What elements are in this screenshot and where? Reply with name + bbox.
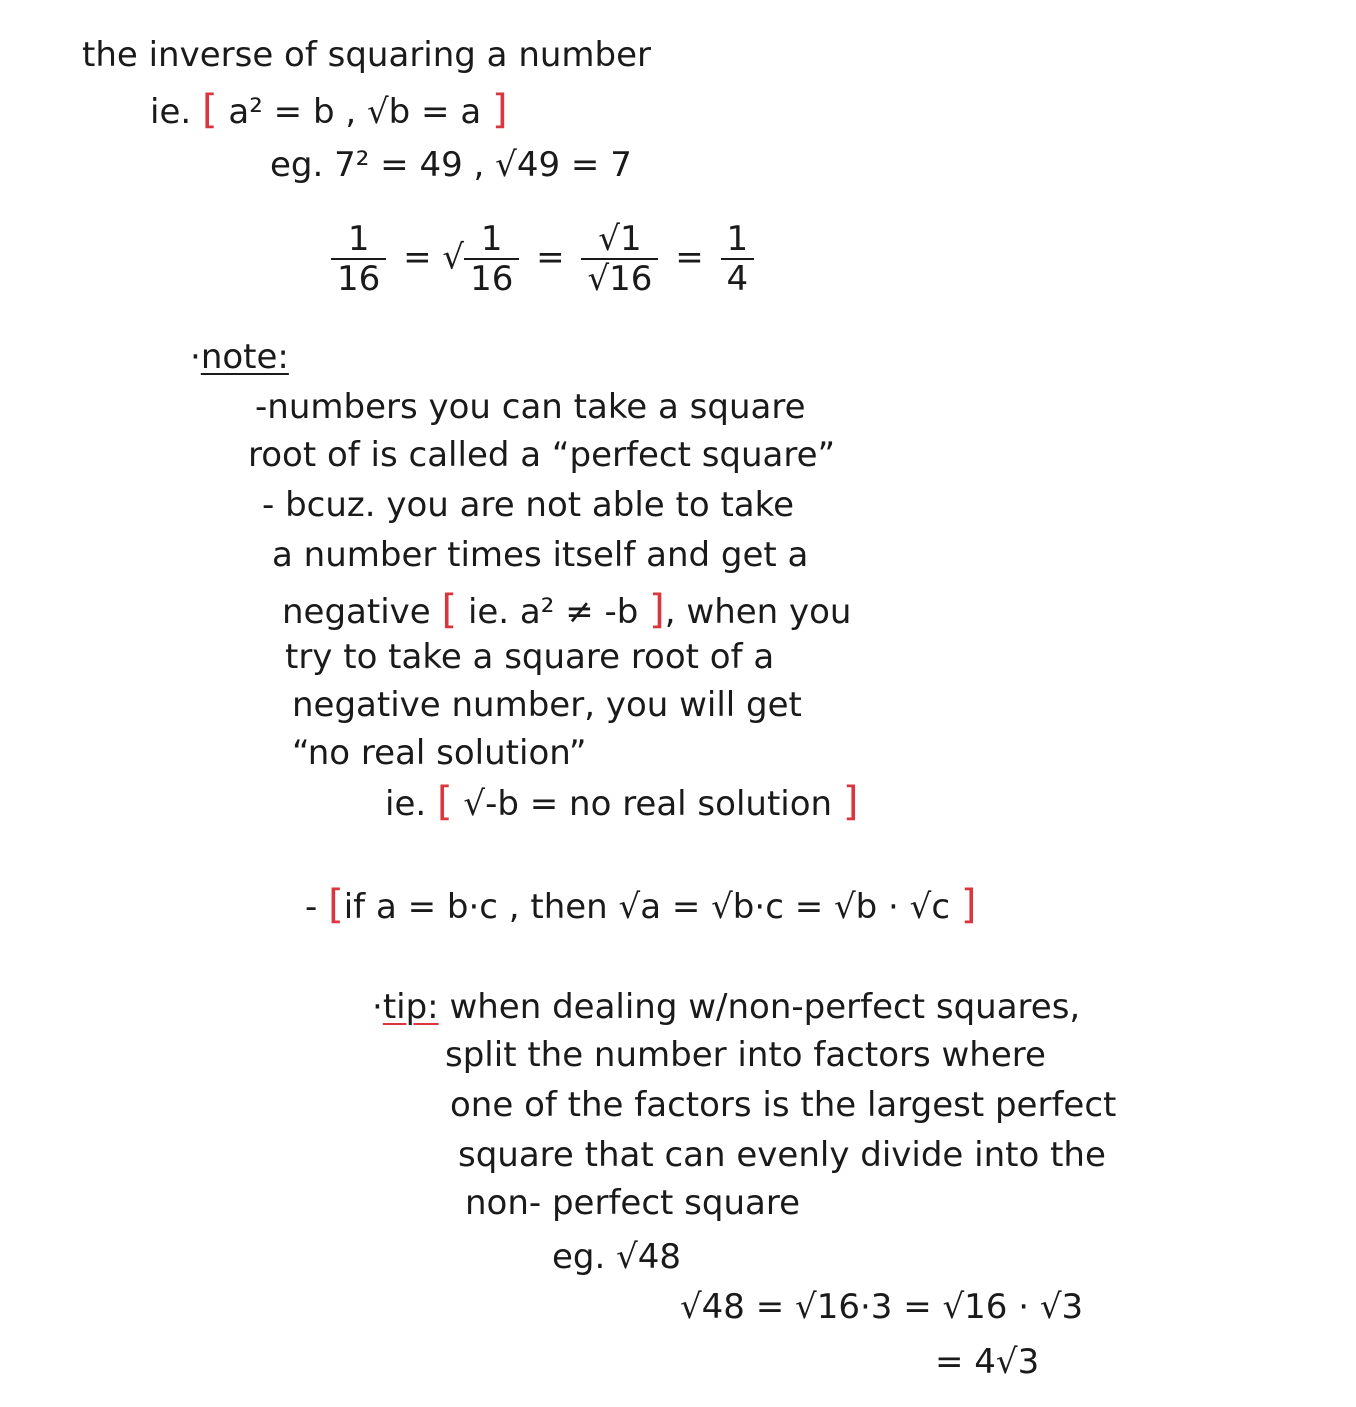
fraction-4-numerator: 1 [721, 222, 755, 260]
note-line-4: a number times itself and get a [272, 535, 809, 575]
equals-sign: = [536, 237, 565, 278]
left-bracket: [ [201, 87, 218, 133]
fraction-3-denominator: √16 [587, 259, 653, 299]
no-real-solution-text: = no real solution [529, 784, 833, 824]
tip-line-1 [372, 987, 1081, 1027]
dash: - [305, 887, 318, 927]
note-when-you: , when you [664, 592, 852, 632]
example-label: eg. √48 [552, 1237, 682, 1277]
note-line-3: - bcuz. you are not able to take [262, 485, 795, 525]
tip-line-2: split the number into factors where [445, 1035, 1046, 1075]
fraction-2 [464, 219, 519, 299]
right-bracket: ] [842, 779, 859, 825]
note-label: note: [200, 337, 289, 377]
note-line-8: “no real solution” [292, 733, 587, 773]
fraction-1-numerator: 1 [331, 222, 386, 260]
identity-line [150, 87, 508, 133]
fraction-2-denominator: 16 [470, 259, 514, 299]
note-line-1: -numbers you can take a square [255, 387, 806, 427]
right-bracket: ] [649, 587, 665, 633]
product-rule-line [305, 882, 977, 928]
ie-label: ie. [385, 784, 427, 824]
sqrt-icon: √ [442, 237, 465, 278]
note-negative-word: negative [282, 592, 431, 632]
tip-text-1: when dealing w/non-perfect squares, [449, 987, 1081, 1027]
left-bracket: [ [441, 587, 458, 633]
fraction-3-numerator: √1 [581, 222, 658, 260]
fraction-1-denominator: 16 [337, 259, 381, 299]
note-line-7: negative number, you will get [292, 685, 802, 725]
equals-sign: = [675, 237, 704, 278]
note-line-2: root of is called a “perfect square” [248, 435, 836, 475]
sqrt-negative-b: √-b [463, 784, 519, 824]
no-real-solution-line [385, 779, 859, 825]
note-line-6: try to take a square root of a [285, 637, 775, 677]
bullet-dot-icon: · [190, 337, 201, 377]
if-word: if [343, 887, 366, 927]
tip-label: tip: [382, 987, 439, 1027]
product-rule-math: a = b·c , then √a = √b·c = √b · √c [375, 887, 951, 927]
example-line: eg. 7² = 49 , √49 = 7 [270, 145, 632, 185]
definition-line: the inverse of squaring a number [82, 35, 652, 75]
work-line-1: √48 = √16·3 = √16 · √3 [680, 1287, 1084, 1327]
left-bracket: [ [328, 882, 344, 928]
fraction-equation [325, 219, 760, 299]
tip-line-4: square that can evenly divide into the [458, 1135, 1106, 1175]
fraction-2-numerator: 1 [464, 222, 519, 260]
fraction-4-denominator: 4 [726, 259, 749, 299]
fraction-4 [721, 219, 755, 299]
equals-sign: = [403, 237, 432, 278]
fraction-1 [331, 219, 386, 299]
tip-line-3: one of the factors is the largest perfect [450, 1085, 1117, 1125]
tip-line-5: non- perfect square [465, 1183, 801, 1223]
fraction-3 [581, 219, 658, 299]
bullet-dot-icon: · [372, 987, 383, 1027]
note-line-5 [282, 587, 852, 633]
ie-label: ie. [150, 92, 192, 132]
identity-math: a² = b , √b = a [228, 92, 482, 132]
note-heading [190, 337, 289, 377]
right-bracket: ] [491, 87, 508, 133]
right-bracket: ] [960, 882, 977, 928]
left-bracket: [ [436, 779, 453, 825]
work-line-2: = 4√3 [935, 1342, 1040, 1382]
note-inequality: ie. a² ≠ -b [467, 592, 639, 632]
